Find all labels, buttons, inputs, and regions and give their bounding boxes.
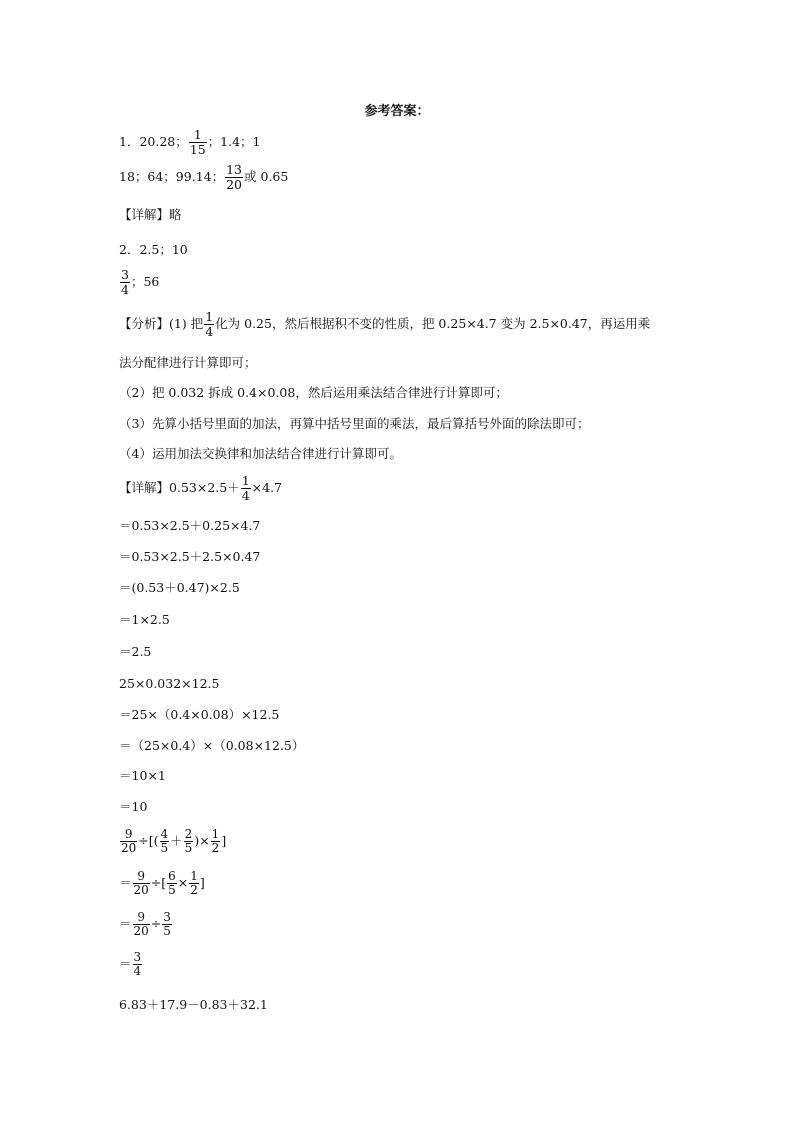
denominator: 5 <box>184 841 193 855</box>
fraction <box>189 870 199 897</box>
step-line: ＝1×2.5 <box>119 612 170 627</box>
step-line: ＝2.5 <box>119 644 152 659</box>
step-line <box>119 951 143 978</box>
analysis-line-2: 法分配律进行计算即可； <box>119 355 257 370</box>
step-line: ＝25×（0.4×0.08）×12.5 <box>119 707 280 722</box>
fraction <box>120 828 137 855</box>
operator: ] <box>199 875 205 890</box>
q2-text: ；56 <box>130 274 160 289</box>
detail-heading: 【详解】 <box>119 480 170 495</box>
numerator: 3 <box>133 950 142 964</box>
fraction <box>211 828 221 855</box>
operator: )× <box>194 833 210 848</box>
numerator: 9 <box>137 910 145 924</box>
step-line: ＝（25×0.4）×（0.08×12.5） <box>119 738 305 753</box>
fraction <box>120 268 130 297</box>
numerator: 9 <box>137 869 145 883</box>
numerator: 6 <box>168 869 176 883</box>
operator: ＋ <box>170 833 183 848</box>
q1-text-a: 1．20.28； <box>119 134 188 149</box>
expr-line: 25×0.032×12.5 <box>119 676 220 691</box>
expr-line: 6.83＋17.9－0.83＋32.1 <box>119 997 268 1012</box>
denominator: 4 <box>241 488 250 503</box>
operator: ÷[ <box>150 875 167 890</box>
denominator: 4 <box>121 282 129 297</box>
fraction <box>133 951 143 978</box>
q1-text-b: ；1.4；1 <box>207 134 261 149</box>
analysis-text: (1) 把 <box>169 316 204 331</box>
q2-answer-line-1: 2．2.5；10 <box>119 242 188 257</box>
fraction <box>133 911 150 938</box>
denominator: 20 <box>133 924 149 938</box>
step-line <box>119 870 205 897</box>
numerator: 3 <box>163 910 171 924</box>
expr-text: 0.53×2.5＋ <box>169 480 240 495</box>
numerator: 1 <box>193 127 202 142</box>
step-line <box>119 911 173 938</box>
denominator: 5 <box>168 883 176 897</box>
numerator: 13 <box>226 162 243 177</box>
analysis-text: 化为 0.25，然后根据积不变的性质，把 0.25×4.7 变为 2.5×0.47，再运用乘 <box>215 316 651 331</box>
operator: ] <box>221 833 227 848</box>
analysis-line-4: （3）先算小括号里面的加法，再算中括号里面的乘法，最后算括号外面的除法即可； <box>119 416 590 431</box>
q1-detail: 【详解】略 <box>119 207 182 222</box>
step-line: ＝0.53×2.5＋2.5×0.47 <box>119 549 261 564</box>
analysis-line-5: （4）运用加法交换律和加法结合律进行计算即可。 <box>119 446 402 461</box>
operator: × <box>177 875 189 890</box>
denominator: 2 <box>190 883 198 897</box>
fraction <box>160 828 170 855</box>
fraction <box>204 310 214 339</box>
numerator: 3 <box>121 267 129 282</box>
expr-text: ×4.7 <box>251 480 283 495</box>
step-line: ＝0.53×2.5＋0.25×4.7 <box>119 518 261 533</box>
denominator: 2 <box>211 841 220 855</box>
analysis-line-1 <box>119 310 650 339</box>
numerator: 1 <box>241 473 250 488</box>
detail-line-1 <box>119 474 282 503</box>
step-line: ＝(0.53＋0.47)×2.5 <box>119 580 240 595</box>
operator: ＝ <box>119 875 132 890</box>
numerator: 1 <box>211 827 220 841</box>
denominator: 20 <box>121 841 137 855</box>
step-line: ＝10×1 <box>119 768 166 783</box>
fraction <box>225 163 243 192</box>
fraction <box>184 828 194 855</box>
analysis-heading: 【分析】 <box>119 316 170 331</box>
denominator: 4 <box>133 964 142 978</box>
fraction <box>189 128 207 157</box>
expr-line <box>119 828 226 855</box>
q1-answer-line-2 <box>119 163 288 192</box>
q1-text-d: 或 0.65 <box>244 169 289 184</box>
numerator: 1 <box>190 869 198 883</box>
numerator: 1 <box>205 309 214 324</box>
operator: ＝ <box>119 916 132 931</box>
denominator: 20 <box>133 883 149 897</box>
fraction <box>162 911 172 938</box>
page-title: 参考答案： <box>364 104 430 119</box>
fraction <box>167 870 177 897</box>
fraction <box>133 870 150 897</box>
denominator: 15 <box>189 142 206 157</box>
q1-text-c: 18；64；99.14； <box>119 169 225 184</box>
numerator: 9 <box>124 827 133 841</box>
denominator: 4 <box>205 324 214 339</box>
q2-answer-line-2 <box>119 268 159 297</box>
operator: ÷ <box>150 916 162 931</box>
q1-answer-line-1 <box>119 128 261 157</box>
operator: ＝ <box>119 956 132 971</box>
operator: ÷[( <box>138 833 159 848</box>
analysis-line-3: （2）把 0.032 拆成 0.4×0.08，然后运用乘法结合律进行计算即可； <box>119 385 508 400</box>
step-line: ＝10 <box>119 799 148 814</box>
denominator: 5 <box>163 924 171 938</box>
numerator: 4 <box>160 827 169 841</box>
numerator: 2 <box>184 827 193 841</box>
denominator: 5 <box>160 841 169 855</box>
denominator: 20 <box>226 177 243 192</box>
fraction <box>241 474 251 503</box>
